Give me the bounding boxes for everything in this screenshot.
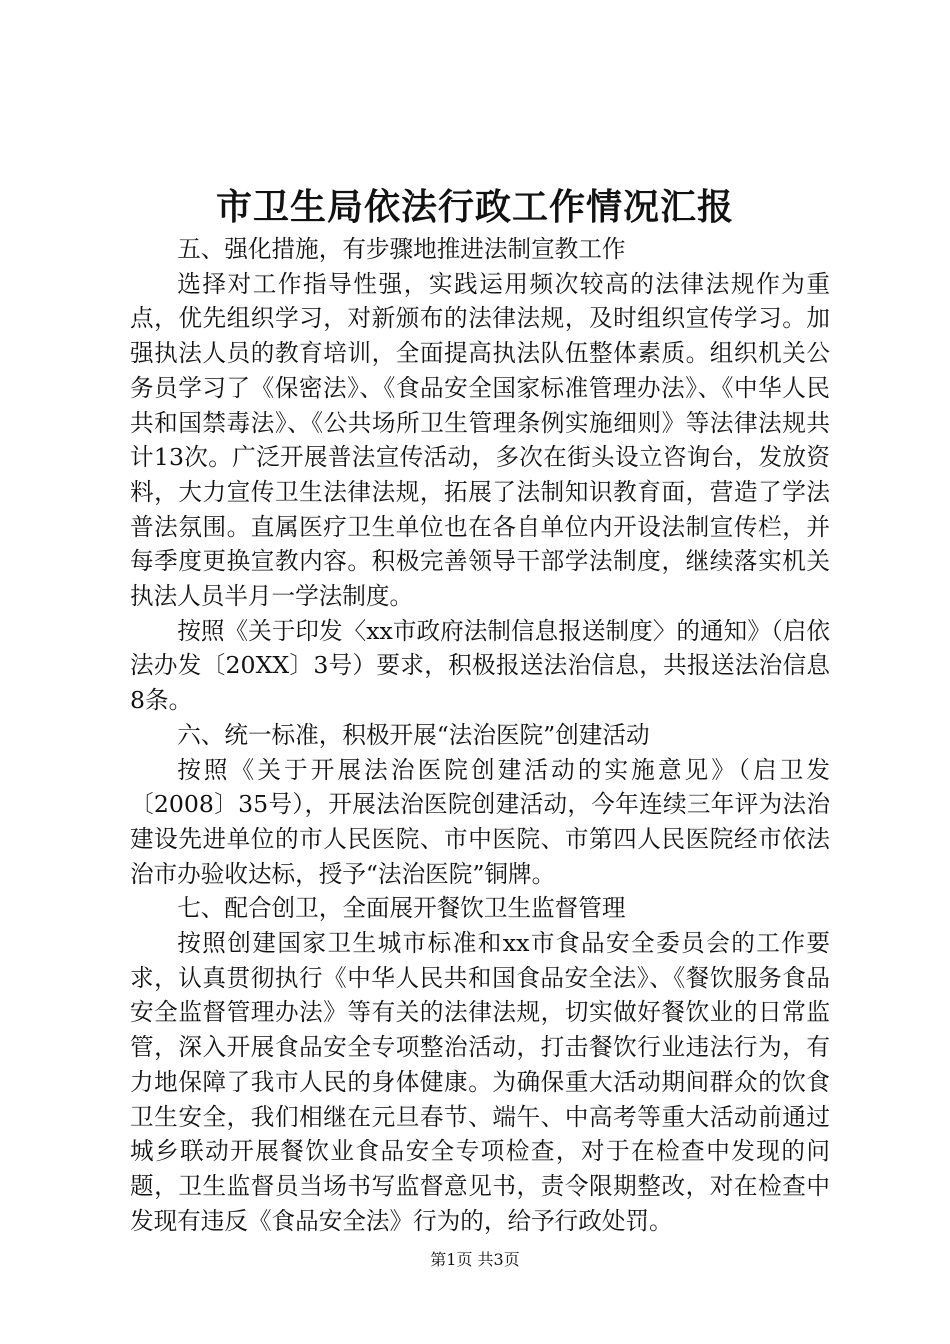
paragraph-legal-info-report: 按照《关于印发〈xx市政府法制信息报送制度〉的通知》（启依法办发〔20XX〕3号）要求，积极报送法治信息，共报送法治信息8条。 <box>130 616 830 715</box>
section-heading-7: 七、配合创卫，全面展开餐饮卫生监督管理 <box>177 894 626 923</box>
paragraph-legal-education: 选择对工作指导性强，实践运用频次较高的法律法规作为重点，优先组织学习，对新颁布的法律法规，及时组织宣传学习。加强执法人员的教育培训，全面提高执法队伍整体素质。组织机关公务员学习了《保密法》、《食品安全国家标准管理办法》、《中华人民共和国禁毒法》、《公共场所卫生管理条例实施细则》等法律法规共计13次。广泛开展普法宣传活动，多次在街头设立咨询台，发放资料，大力宣传卫生法律法规，拓展了法制知识教育面，营造了学法普法氛围。直属医疗卫生单位也在各自单位内开设法制宣传栏，并每季度更换宣教内容。积极完善领导干部学法制度，继续落实机关执法人员半月一学法制度。 <box>130 269 830 611</box>
paragraph-law-hospital: 按照《关于开展法治医院创建活动的实施意见》（启卫发〔2008〕35号），开展法治医院创建活动，今年连续三年评为法治建设先进单位的市人民医院、市中医院、市第四人民医院经市依法治市办验收达标，授予“法治医院”铜牌。 <box>130 755 830 888</box>
paragraph-food-supervision: 按照创建国家卫生城市标准和xx市食品安全委员会的工作要求，认真贯彻执行《中华人民共和国食品安全法》、《餐饮服务食品安全监督管理办法》等有关的法律法规，切实做好餐饮业的日常监管，深入开展食品安全专项整治活动，打击餐饮行业违法行为，有力地保障了我市人民的身体健康。为确保重大活动期间群众的饮食卫生安全，我们相继在元旦春节、端午、中高考等重大活动前通过城乡联动开展餐饮业食品安全专项检查，对于在检查中发现的问题，卫生监督员当场书写监督意见书，责令限期整改，对在检查中发现有违反《食品安全法》行为的，给予行政处罚。 <box>130 929 830 1235</box>
document-title: 市卫生局依法行政工作情况汇报 <box>215 186 734 228</box>
section-heading-6: 六、统一标准，积极开展“法治医院”创建活动 <box>177 720 650 749</box>
section-heading-5: 五、强化措施，有步骤地推进法制宣教工作 <box>177 235 626 263</box>
page-number: 第1页 共3页 <box>430 1250 520 1269</box>
document-body <box>130 232 830 1238</box>
